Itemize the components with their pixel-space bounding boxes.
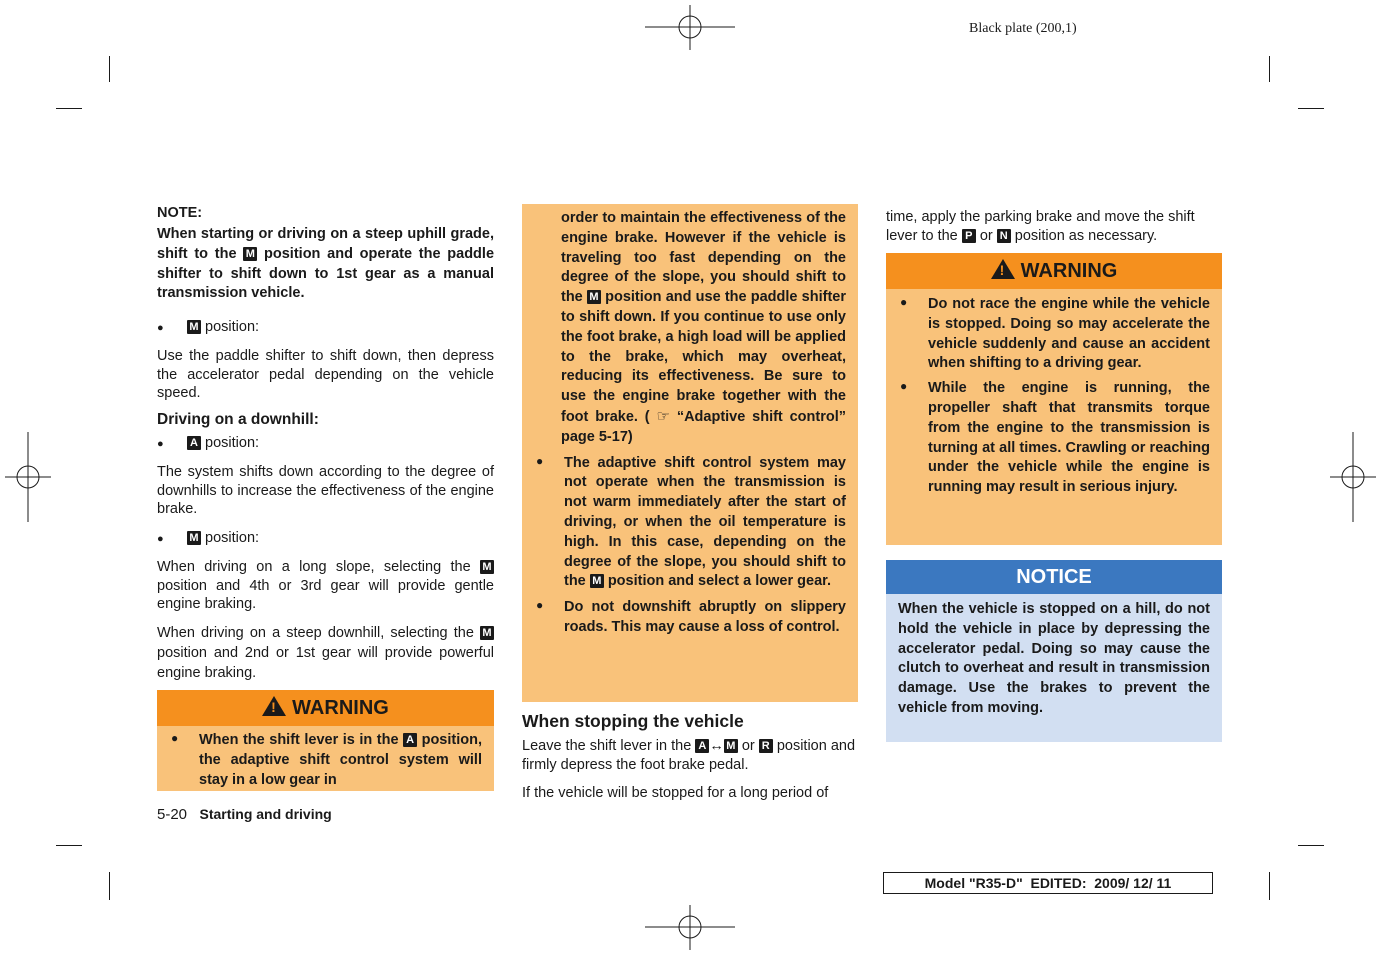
bullet-icon: ● bbox=[536, 598, 544, 613]
text-part: or bbox=[979, 227, 993, 244]
r-position-icon: R bbox=[759, 739, 773, 753]
notice-body bbox=[886, 594, 1222, 742]
text-part: position and select a lower gear. bbox=[607, 573, 832, 590]
bullet-icon: ● bbox=[157, 322, 164, 334]
m-position-icon: M bbox=[243, 247, 257, 261]
page-footer bbox=[157, 806, 332, 824]
notice-text: When the vehicle is stopped on a hill, do not hold the vehicle in place by depressing the accelerator pedal. Doing so may cause the clutch to overheat and result in transmission damage. Use the brakes to prevent the vehicle from moving. bbox=[898, 601, 1210, 716]
text-part: position and firmly depress the foot brake pedal. bbox=[522, 738, 856, 773]
text-part: When the shift lever is in the bbox=[199, 732, 399, 748]
a-position-icon: A bbox=[695, 739, 709, 753]
warning-item-text bbox=[199, 731, 482, 790]
bullet-icon: ● bbox=[171, 731, 179, 745]
warning-item bbox=[534, 598, 846, 638]
m-position-text: Use the paddle shifter to shift down, then depress the accelerator pedal depending on the vehicle speed. bbox=[157, 348, 494, 401]
registration-mark-left bbox=[5, 432, 51, 522]
registration-mark-right bbox=[1330, 432, 1376, 522]
note-text-part: position and operate the paddle shifter to shift down to 1st gear as a manual transmission vehicle. bbox=[157, 245, 495, 302]
text-part: order to maintain the effectiveness of the engine brake. However if the vehicle is traveling too fast depending on the degree of the slope, you should shift to the bbox=[561, 210, 846, 306]
bullet-icon: ● bbox=[900, 295, 908, 309]
model-edited-box bbox=[883, 872, 1213, 894]
warning-box-right bbox=[886, 253, 1222, 545]
downhill-heading: Driving on a downhill: bbox=[157, 411, 319, 428]
registration-mark-bottom bbox=[645, 905, 735, 950]
model-edited-text: Model "R35-D" EDITED: 2009/ 12/ 11 bbox=[924, 875, 1172, 891]
text-part: position, the adaptive shift control system will stay in a low gear in bbox=[199, 732, 483, 788]
text-part: position and 2nd or 1st gear will provide powerful engine braking. bbox=[157, 645, 494, 681]
steep-downhill-text bbox=[157, 623, 494, 683]
warning-header bbox=[886, 253, 1222, 289]
bullet-icon: ● bbox=[157, 533, 164, 545]
a-position-icon: A bbox=[187, 436, 201, 450]
stop-heading: When stopping the vehicle bbox=[522, 711, 744, 731]
m-position-icon: M bbox=[480, 560, 494, 574]
m-position-icon: M bbox=[187, 320, 201, 334]
bullet-icon: ● bbox=[536, 453, 544, 468]
text-part: Leave the shift lever in the bbox=[522, 738, 692, 754]
text-part: The adaptive shift control system may not operate when the transmission is not warm immediately after the start of driving, or when the oil temperature is high. In this case, depending on the degree of the slope, you should shift to the bbox=[564, 454, 846, 590]
registration-mark-top bbox=[645, 5, 735, 50]
n-position-icon: N bbox=[997, 229, 1011, 243]
note-text-part: When starting or driving on a steep uphill grade, shift to the bbox=[157, 226, 494, 262]
plate-label: Black plate (200,1) bbox=[969, 21, 1077, 36]
text-part: position and use the paddle shifter to shift down. If you continue to use only the foot brake, a high load will be applied to the brake, which may overheat, reducing its effectiveness. Be sure to use the engine brake together with the foot brake. ( bbox=[561, 289, 846, 425]
bullet-icon: ● bbox=[900, 379, 908, 394]
warning-cont-text bbox=[561, 209, 846, 448]
warning-item bbox=[534, 454, 846, 593]
text-part: When driving on a steep downhill, selecting the bbox=[157, 625, 474, 641]
warning-item-text: While the engine is running, the propeller shaft that transmits torque from the engine to the transmission is turning at all times. Crawling or reaching under the vehicle while the engine is running may result in serious injury. bbox=[928, 380, 1210, 496]
warning-item-text: Do not downshift abruptly on slippery roads. This may cause a loss of control. bbox=[564, 599, 846, 635]
a-position-text: The system shifts down according to the degree of downhills to increase the effectiveness of the engine brake. bbox=[157, 464, 494, 517]
m-position-item bbox=[157, 318, 494, 338]
warning-item-text bbox=[564, 454, 846, 593]
warning-title: WARNING bbox=[292, 697, 389, 719]
warning-body bbox=[157, 726, 494, 791]
text-part: “Adaptive shift control” page 5-17) bbox=[561, 408, 846, 445]
notice-header: NOTICE bbox=[886, 560, 1222, 594]
warning-box-left bbox=[157, 690, 494, 791]
warning-item bbox=[898, 379, 1210, 498]
m-position-icon: M bbox=[187, 531, 201, 545]
text-part: or bbox=[741, 738, 755, 754]
m-position-icon: M bbox=[590, 574, 604, 588]
warning-title: WARNING bbox=[1020, 260, 1118, 282]
text-part: position and 4th or 3rd gear will provide gentle engine braking. bbox=[157, 577, 494, 612]
warning-item bbox=[898, 295, 1210, 374]
bullet-icon: ● bbox=[157, 438, 164, 450]
warning-item-text: Do not race the engine while the vehicle is stopped. Doing so may accelerate the vehicle suddenly and cause an accident when shifting to a driving gear. bbox=[928, 296, 1210, 372]
p-position-icon: P bbox=[962, 229, 976, 243]
page-number: 5-20 bbox=[157, 806, 188, 823]
warning-continuation bbox=[522, 204, 858, 702]
text-part: position as necessary. bbox=[1014, 227, 1158, 244]
warning-item bbox=[169, 731, 482, 790]
item-label: position: bbox=[205, 435, 260, 451]
a-position-item bbox=[157, 434, 494, 454]
reference-hand-icon: ☞ bbox=[656, 407, 670, 425]
note-text bbox=[157, 225, 494, 304]
arrow-icon: ↔ bbox=[709, 738, 724, 754]
warning-icon bbox=[262, 696, 286, 716]
warning-header bbox=[157, 690, 494, 726]
text-part: When driving on a long slope, selecting the bbox=[157, 559, 471, 575]
text-part: time, apply the parking brake and move the shift lever to the bbox=[886, 209, 1195, 244]
warning-icon bbox=[991, 259, 1015, 279]
section-name: Starting and driving bbox=[199, 806, 332, 822]
note-title: NOTE: bbox=[157, 205, 203, 221]
m-position-icon: M bbox=[480, 626, 494, 640]
notice-box bbox=[886, 560, 1222, 742]
m-position-icon: M bbox=[724, 739, 738, 753]
stop-text-1 bbox=[522, 737, 858, 774]
item-label: position: bbox=[205, 319, 260, 335]
warning-body bbox=[886, 289, 1222, 545]
m-position-item-2 bbox=[157, 529, 494, 549]
stop-text-2: If the vehicle will be stopped for a long period of bbox=[522, 785, 829, 801]
item-label: position: bbox=[205, 530, 260, 546]
long-slope-text bbox=[157, 558, 494, 614]
m-position-icon: M bbox=[587, 290, 601, 304]
stop-continuation bbox=[886, 208, 1226, 245]
a-position-icon: A bbox=[403, 733, 417, 747]
